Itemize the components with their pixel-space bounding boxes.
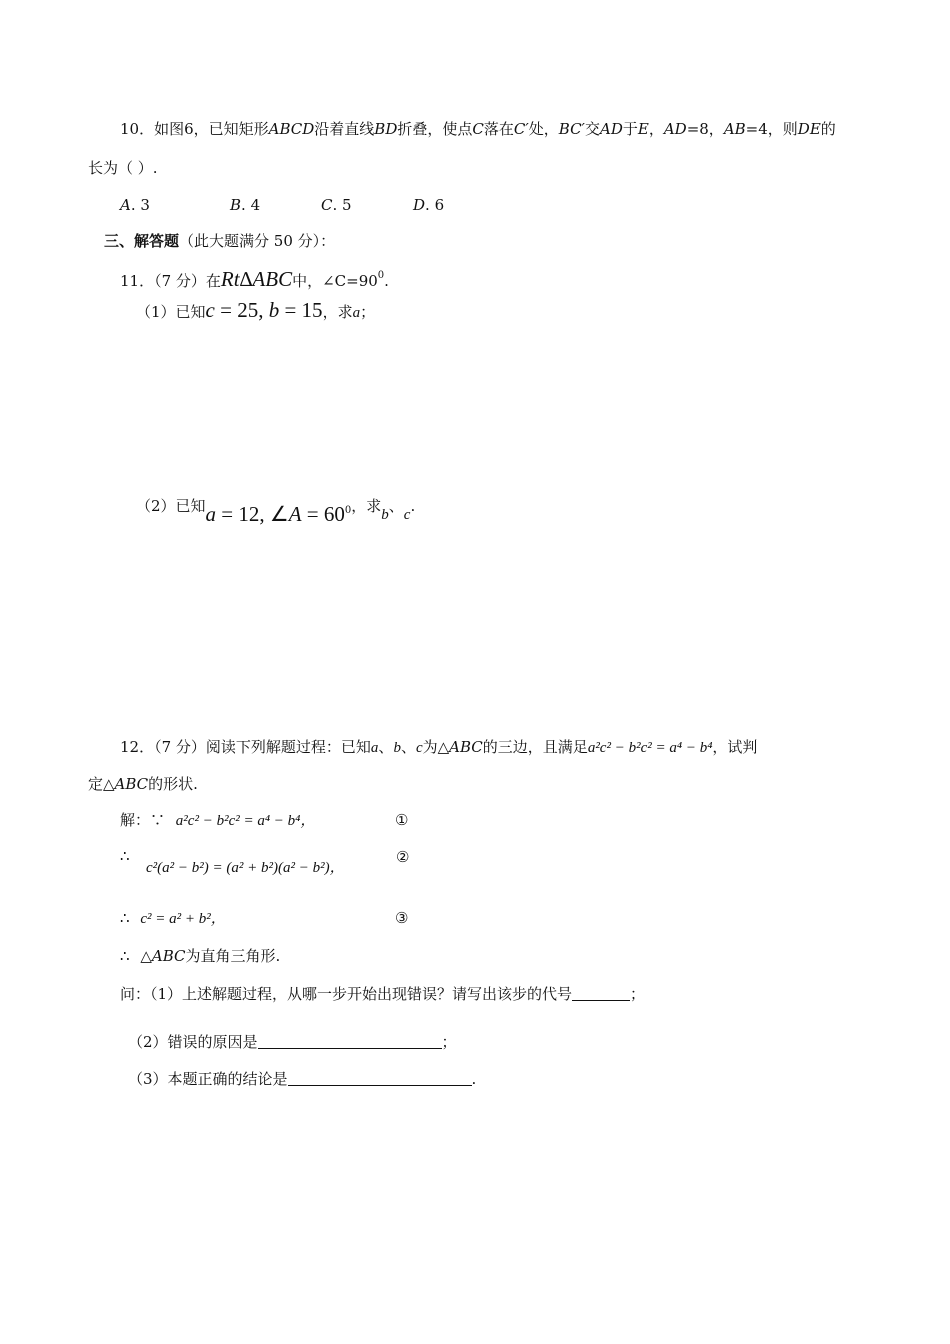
answer-blank-2[interactable] bbox=[258, 1033, 442, 1049]
answer-blank-3[interactable] bbox=[288, 1070, 472, 1086]
q10-number: 10． bbox=[120, 120, 155, 138]
question-1: 问：（1）上述解题过程，从哪一步开始出现错误？请写出该步的代号 ； bbox=[120, 985, 646, 1003]
solution-conclusion: ∴ △ABC为直角三角形. bbox=[120, 947, 281, 965]
therefore-symbol-1: ∴ bbox=[120, 847, 130, 865]
q11-part-1: （1）已知c = 25, b = 15，求a； bbox=[136, 298, 376, 322]
q10-line-2: 长为（ ）. bbox=[88, 159, 158, 177]
q12-line-1: 12．（7 分）阅读下列解题过程：已知a、b、c为△ABC的三边，且满足a²c² − b²c² = a⁴ − b⁴，试判 bbox=[120, 738, 758, 756]
section-heading: 三、解答题（此大题满分 50 分）： bbox=[104, 232, 336, 250]
step-marker-3: ③ bbox=[395, 909, 409, 927]
q11-stem: 11．（7 分）在Rt∆ABC中，$\angle C=90^0$. bbox=[120, 267, 389, 291]
q12-line-2: 定△ABC的形状. bbox=[88, 775, 198, 793]
answer-blank-1[interactable] bbox=[572, 985, 630, 1001]
step-marker-1: ① bbox=[395, 811, 409, 829]
option-b: B. 4 bbox=[230, 196, 261, 214]
question-3: （3）本题正确的结论是 . bbox=[128, 1070, 477, 1088]
solution-step-2: c²(a² − b²) = (a² + b²)(a² − b²)， bbox=[146, 860, 345, 876]
question-2: （2）错误的原因是 ； bbox=[128, 1033, 457, 1051]
solution-step-1: 解：∵ a²c² − b²c² = a⁴ − b⁴， bbox=[120, 811, 316, 829]
step-marker-2: ② bbox=[396, 848, 410, 866]
q11-part-2: （2）已知a = 12, ∠A = $60^0$，求b、c. bbox=[136, 497, 416, 526]
q10-line-1: 10．如图6，已知矩形ABCD沿着直线BD折叠，使点C落在C′处，BC′交AD于E，AD=8，AB=4，则DE的 bbox=[120, 120, 836, 138]
option-d: D. 6 bbox=[413, 196, 445, 214]
q12-number: 12． bbox=[120, 738, 155, 756]
option-c: C. 5 bbox=[321, 196, 352, 214]
solution-step-3: ∴ c² = a² + b²， bbox=[120, 909, 226, 927]
q11-number: 11． bbox=[120, 272, 155, 290]
option-a: A. 3 bbox=[120, 196, 150, 214]
